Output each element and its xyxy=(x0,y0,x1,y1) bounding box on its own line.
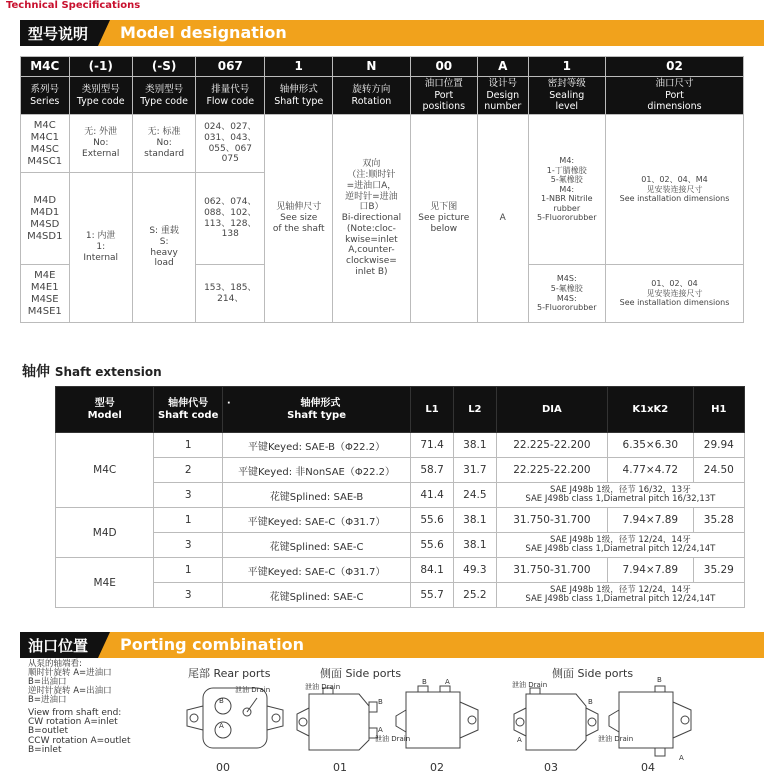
port-a-00: A xyxy=(219,722,224,730)
text-line: 138 xyxy=(221,229,239,240)
text-line: 1-NBR Nitrile xyxy=(540,194,593,204)
text-line: 油口尺寸 xyxy=(655,78,694,90)
text-line: SAE J498b 1级，径节 16/32，13牙 xyxy=(550,485,691,496)
text-line: M4C xyxy=(33,119,56,131)
k-cell: 7.94×7.89 xyxy=(608,508,694,533)
text-line: No: xyxy=(93,138,109,149)
text-line: S: xyxy=(159,236,169,247)
text-line: 系列号 xyxy=(30,84,60,96)
text-line: See picture xyxy=(418,213,470,224)
design-number-cell: A xyxy=(477,115,528,323)
header-en: K1xK2 xyxy=(632,403,669,415)
dia-cell: 31.750-31.700 xyxy=(496,558,607,583)
rear-ports-label: 尾部 Rear ports xyxy=(188,667,271,680)
text-line: 旋转方向 xyxy=(352,84,391,96)
text-line: M4SC1 xyxy=(27,155,63,167)
text-line: Port xyxy=(434,89,454,101)
text-line: 类别型号 xyxy=(81,84,120,96)
label-header xyxy=(21,77,70,115)
shaft-header xyxy=(496,387,607,433)
port-num-03: 03 xyxy=(544,761,558,774)
text-line: inlet B) xyxy=(355,267,388,278)
text-line: 075 xyxy=(221,154,239,165)
port-a-03: A xyxy=(517,736,522,744)
text-line: External xyxy=(82,148,120,159)
shaft-code-cell: 1 xyxy=(154,433,222,458)
text-line: standard xyxy=(144,148,185,159)
text-line: SAE J498b class 1,Diametral pitch 12/24,14T xyxy=(525,544,716,554)
model-designation-banner xyxy=(20,20,764,46)
model-designation-table xyxy=(20,56,744,323)
series-group-1 xyxy=(21,115,70,173)
type-internal xyxy=(69,173,132,323)
text-line: See installation dimensions xyxy=(619,298,730,308)
flow-group-2 xyxy=(196,173,265,265)
text-line: Type code xyxy=(140,95,188,107)
port-b-00: B xyxy=(219,697,224,705)
table-row xyxy=(56,558,745,583)
h1-cell: 35.28 xyxy=(693,508,744,533)
text-line: 见轴伸尺寸 xyxy=(276,202,322,213)
shaft-type-cell: 平键Keyed: SAE-C（Φ31.7） xyxy=(222,508,410,533)
table-row xyxy=(56,583,745,608)
porting-combination-banner xyxy=(20,632,764,658)
text-line: M4SD xyxy=(30,218,60,230)
text-line: M4E xyxy=(34,269,56,281)
text-line: 113、128、 xyxy=(204,218,257,229)
shaft-header xyxy=(693,387,744,433)
l1-cell: 41.4 xyxy=(411,483,454,508)
text-line: 062、074、 xyxy=(204,196,257,207)
header-en: L1 xyxy=(425,403,439,415)
series-group-3 xyxy=(21,265,70,323)
l2-cell: 49.3 xyxy=(453,558,496,583)
h1-cell: 24.50 xyxy=(693,458,744,483)
text-line: =进油口A， xyxy=(346,180,397,191)
text-line: M4SD1 xyxy=(27,230,63,242)
shaft-type-cell: 平键Keyed: SAE-C（Φ31.7） xyxy=(222,558,410,583)
text-line: 5-氟橡胶 xyxy=(550,283,583,293)
port-num-02: 02 xyxy=(430,761,444,774)
dia-cell: 22.225-22.200 xyxy=(496,433,607,458)
text-line: SAE J498b 1级，径节 12/24，14牙 xyxy=(550,535,691,546)
text-line: Flow code xyxy=(206,95,255,107)
text-line: 轴伸形式 xyxy=(279,84,318,96)
shaft-code-cell: 3 xyxy=(154,483,222,508)
text-line: 055、067 xyxy=(208,143,252,154)
shaft-title-en: Shaft extension xyxy=(54,365,162,379)
model-cell: M4D xyxy=(56,508,154,558)
spline-spec-cell xyxy=(496,583,744,608)
legend-en xyxy=(28,709,131,756)
text-line: Bi-directional xyxy=(341,213,402,224)
drain-03: 泄油 Drain xyxy=(512,681,548,689)
text-line: View from shaft end: xyxy=(28,707,122,718)
porting-diagrams xyxy=(20,660,764,780)
header-en: L2 xyxy=(468,403,482,415)
text-line: 密封等级 xyxy=(547,78,586,90)
code-header: 067 xyxy=(196,57,265,77)
port-a-02: A xyxy=(445,678,450,686)
header-en: DIA xyxy=(542,403,562,415)
shaft-type-cell: 花键Splined: SAE-B xyxy=(222,483,410,508)
port-positions-cell xyxy=(410,115,477,323)
port-b-02: B xyxy=(422,678,427,686)
table-row xyxy=(56,458,745,483)
text-line: 214、 xyxy=(217,293,244,304)
side-ports-label-2: 侧面 Side ports xyxy=(552,667,634,680)
spline-spec-cell xyxy=(496,533,744,558)
h1-cell: 35.29 xyxy=(693,558,744,583)
text-line: 双向 xyxy=(362,159,381,170)
label-header xyxy=(265,77,333,115)
text-line: 01、02、04、M4 xyxy=(641,175,708,185)
code-header: (-S) xyxy=(132,57,195,77)
shaft-header xyxy=(154,387,222,433)
sealing-cell-2 xyxy=(528,265,605,323)
text-line: M4C1 xyxy=(30,131,59,143)
drain-04: 泄油 Drain xyxy=(598,735,634,743)
l2-cell: 38.1 xyxy=(453,533,496,558)
dia-cell: 31.750-31.700 xyxy=(496,508,607,533)
text-line: No: xyxy=(156,138,172,149)
text-line: Sealing xyxy=(549,89,585,101)
l1-cell: 55.7 xyxy=(411,583,454,608)
header-cn: 型号 xyxy=(94,397,115,409)
sealing-cell-1 xyxy=(528,115,605,265)
text-line: CCW rotation A=outlet xyxy=(28,735,131,746)
shaft-extension-table xyxy=(55,386,745,608)
text-line: 逆时针旋转 A=出油口 xyxy=(28,685,112,696)
port-b-03: B xyxy=(588,698,593,706)
text-line: 01、02、04 xyxy=(651,279,698,289)
text-line: SAE J498b class 1,Diametral pitch 16/32,13T xyxy=(525,494,716,504)
text-line: 1: xyxy=(96,242,106,253)
header-en: Model xyxy=(87,409,122,421)
port-diagram-04 xyxy=(605,682,697,760)
label-header xyxy=(333,77,410,115)
text-line: Shaft type xyxy=(274,95,324,107)
port-a-01: A xyxy=(378,726,383,734)
header-en: Shaft type xyxy=(287,409,346,421)
shaft-type-cell: 平键Keyed: SAE-B（Φ22.2） xyxy=(222,433,410,458)
text-line: heavy xyxy=(150,247,178,258)
text-line: 类别型号 xyxy=(145,84,184,96)
text-line: M4: xyxy=(559,184,575,194)
text-line: 5-Fluororubber xyxy=(537,213,597,223)
flow-group-3 xyxy=(196,265,265,323)
text-line: 088、102、 xyxy=(204,207,257,218)
shaft-header xyxy=(411,387,454,433)
text-line: load xyxy=(154,258,174,269)
text-line: SAE J498b class 1,Diametral pitch 12/24,14T xyxy=(525,594,716,604)
text-line: positions xyxy=(422,101,466,113)
text-line: clockwise= xyxy=(346,256,397,267)
shaft-header xyxy=(608,387,694,433)
header-dot: · xyxy=(226,397,231,409)
label-header xyxy=(528,77,605,115)
rotation-cell xyxy=(333,115,410,323)
text-line: M4S: xyxy=(556,293,577,303)
table-row xyxy=(56,433,745,458)
label-header xyxy=(477,77,528,115)
text-line: B=inlet xyxy=(28,745,62,756)
k-cell: 4.77×4.72 xyxy=(608,458,694,483)
shaft-type-cell: 平键Keyed: 非NonSAE（Φ22.2） xyxy=(222,458,410,483)
text-line: See installation dimensions xyxy=(619,194,730,204)
text-line: 1: 内泄 xyxy=(85,231,116,242)
shaft-header xyxy=(453,387,496,433)
banner-en: Porting combination xyxy=(98,632,764,658)
text-line: M4S: xyxy=(556,274,577,284)
text-line: Type code xyxy=(76,95,125,107)
header-en: Shaft code xyxy=(157,409,219,421)
label-header xyxy=(69,77,132,115)
text-line: 031、043、 xyxy=(204,132,257,143)
shaft-header xyxy=(222,387,410,433)
shaft-code-cell: 3 xyxy=(154,533,222,558)
banner-en: Model designation xyxy=(98,20,764,46)
label-header xyxy=(132,77,195,115)
text-line: Port xyxy=(665,89,684,101)
text-line: number xyxy=(484,101,522,113)
port-a-04: A xyxy=(679,754,684,762)
port-diagram-02 xyxy=(392,682,484,756)
type-external xyxy=(69,115,132,173)
port-b-04: B xyxy=(657,676,662,684)
text-line: 顺时针旋转 A=进油口 xyxy=(28,667,112,678)
code-header: A xyxy=(477,57,528,77)
text-line: Design xyxy=(486,89,520,101)
port-diagram-01 xyxy=(295,684,385,756)
table-row xyxy=(56,483,745,508)
h1-cell: 29.94 xyxy=(693,433,744,458)
text-line: (Note:cloc- xyxy=(346,223,396,234)
text-line: M4E1 xyxy=(30,281,59,293)
text-line: B=出油口 xyxy=(28,676,67,687)
code-header: 00 xyxy=(410,57,477,77)
text-line: SAE J498b 1级，径节 12/24，14牙 xyxy=(550,585,691,596)
text-line: 5-氟橡胶 xyxy=(550,175,583,185)
text-line: CW rotation A=inlet xyxy=(28,717,118,728)
header-cn: 轴伸代号 xyxy=(168,397,209,409)
shaft-code-cell: 3 xyxy=(154,583,222,608)
port-num-00: 00 xyxy=(216,761,230,774)
drain-02: 泄油 Drain xyxy=(375,735,411,743)
text-line: M4: xyxy=(559,155,575,165)
port-diagram-03 xyxy=(510,684,600,756)
text-line: M4D xyxy=(33,194,57,206)
text-line: 024、027、 xyxy=(204,121,257,132)
side-ports-label-1: 侧面 Side ports xyxy=(320,667,402,680)
spline-spec-cell xyxy=(496,483,744,508)
shaft-code-cell: 2 xyxy=(154,458,222,483)
shaft-code-cell: 1 xyxy=(154,508,222,533)
text-line: 见安装连接尺寸 xyxy=(646,184,703,194)
tech-spec-title: Technical Specifications xyxy=(6,0,141,11)
text-line: 无: 标准 xyxy=(147,127,181,138)
l1-cell: 55.6 xyxy=(411,508,454,533)
text-line: 从泵的轴端看: xyxy=(28,659,82,669)
l1-cell: 58.7 xyxy=(411,458,454,483)
text-line: Rotation xyxy=(351,95,392,107)
shaft-code-cell: 1 xyxy=(154,558,222,583)
label-header xyxy=(410,77,477,115)
text-line: 见安装连接尺寸 xyxy=(646,288,703,298)
porting-legend xyxy=(28,660,131,756)
legend-cn xyxy=(28,660,131,705)
text-line: 设计号 xyxy=(488,78,518,90)
l2-cell: 25.2 xyxy=(453,583,496,608)
k-cell: 6.35×6.30 xyxy=(608,433,694,458)
port-num-04: 04 xyxy=(641,761,655,774)
model-cell: M4E xyxy=(56,558,154,608)
text-line: below xyxy=(430,223,458,234)
label-header xyxy=(196,77,265,115)
port-b-01: B xyxy=(378,698,383,706)
shaft-title-cn: 轴伸 xyxy=(22,364,50,380)
l1-cell: 71.4 xyxy=(411,433,454,458)
text-line: kwise=inlet xyxy=(345,234,398,245)
flow-group-1 xyxy=(196,115,265,173)
l2-cell: 38.1 xyxy=(453,433,496,458)
text-line: 1-丁腈橡胶 xyxy=(546,165,587,175)
text-line: 排量代号 xyxy=(211,84,250,96)
k-cell: 7.94×7.89 xyxy=(608,558,694,583)
text-line: （注:顺时针 xyxy=(347,169,396,180)
l1-cell: 84.1 xyxy=(411,558,454,583)
port-dim-cell-1 xyxy=(606,115,744,265)
port-dim-cell-2 xyxy=(606,265,744,323)
model-cell: M4C xyxy=(56,433,154,508)
code-header: 1 xyxy=(265,57,333,77)
table-row xyxy=(56,508,745,533)
text-line: Series xyxy=(30,95,60,107)
dia-cell: 22.225-22.200 xyxy=(496,458,607,483)
code-header: (-1) xyxy=(69,57,132,77)
l1-cell: 55.6 xyxy=(411,533,454,558)
text-line: 油口位置 xyxy=(424,78,463,90)
banner-cn: 型号说明 xyxy=(20,20,98,46)
code-header: M4C xyxy=(21,57,70,77)
shaft-type-cell xyxy=(265,115,333,323)
l2-cell: 24.5 xyxy=(453,483,496,508)
code-header: 02 xyxy=(606,57,744,77)
text-line: M4SE1 xyxy=(27,305,62,317)
l2-cell: 31.7 xyxy=(453,458,496,483)
text-line: See size xyxy=(280,213,318,224)
type2-standard xyxy=(132,115,195,173)
text-line: A,counter- xyxy=(348,245,395,256)
text-line: 逆时针=进油 xyxy=(345,191,398,202)
drain-00: 泄油 Drain xyxy=(235,686,271,694)
text-line: 口B） xyxy=(359,202,384,213)
shaft-type-cell: 花键Splined: SAE-C xyxy=(222,533,410,558)
text-line: dimensions xyxy=(647,101,702,113)
text-line: Internal xyxy=(83,252,119,263)
text-line: B=进油口 xyxy=(28,694,67,705)
banner-cn: 油口位置 xyxy=(20,632,98,658)
shaft-type-cell: 花键Splined: SAE-C xyxy=(222,583,410,608)
label-header xyxy=(606,77,744,115)
text-line: B=outlet xyxy=(28,726,69,737)
code-header: 1 xyxy=(528,57,605,77)
text-line: 153、185、 xyxy=(204,282,257,293)
code-header: N xyxy=(333,57,410,77)
header-cn: 轴伸形式 xyxy=(300,397,341,409)
text-line: 无: 外泄 xyxy=(84,127,118,138)
text-line: M4SC xyxy=(30,143,59,155)
port-num-01: 01 xyxy=(333,761,347,774)
text-line: rubber xyxy=(553,203,581,213)
text-line: 见下图 xyxy=(430,202,458,213)
text-line: M4D1 xyxy=(30,206,60,218)
text-line: level xyxy=(555,101,579,113)
series-group-2 xyxy=(21,173,70,265)
l2-cell: 38.1 xyxy=(453,508,496,533)
text-line: M4SE xyxy=(30,293,59,305)
header-en: H1 xyxy=(711,403,727,415)
text-line: S: 重载 xyxy=(149,225,179,236)
drain-01: 泄油 Drain xyxy=(305,683,341,691)
shaft-header xyxy=(56,387,154,433)
text-line: of the shaft xyxy=(272,223,325,234)
type2-heavy xyxy=(132,173,195,323)
table-row xyxy=(56,533,745,558)
shaft-extension-title xyxy=(22,361,162,381)
text-line: 5-Fluororubber xyxy=(537,303,597,313)
